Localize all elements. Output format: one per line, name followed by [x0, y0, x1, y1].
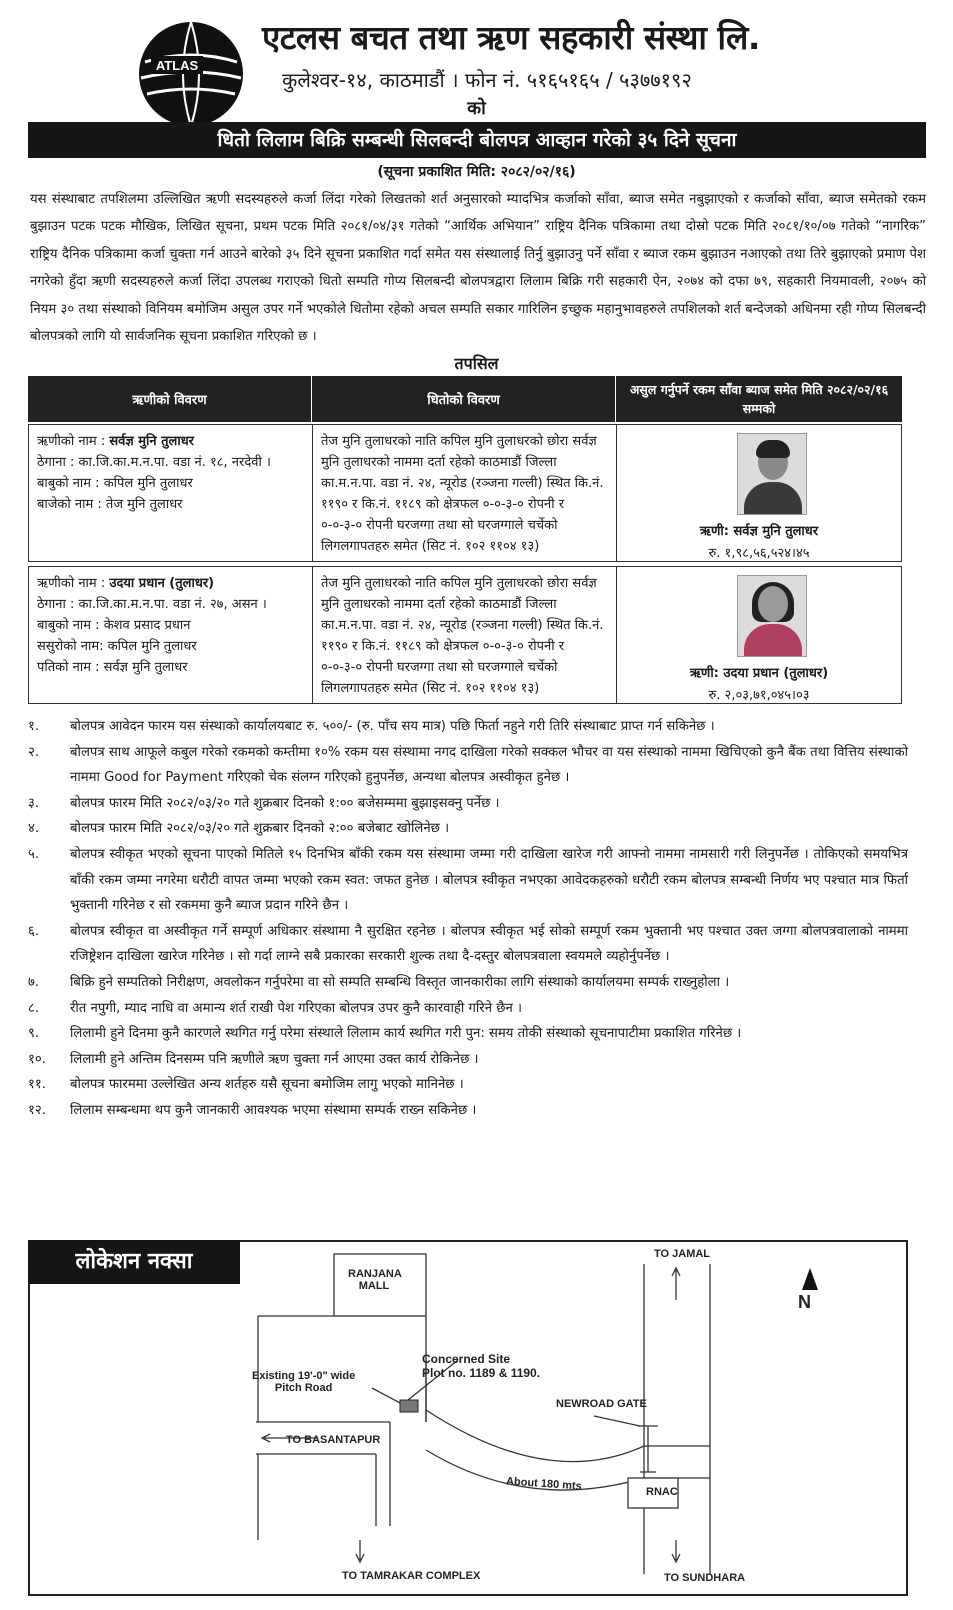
table-row [28, 424, 902, 562]
borrower-photo [737, 575, 807, 657]
borrower-details [29, 425, 313, 561]
borrower-details [29, 567, 313, 703]
published-date: (सूचना प्रकाशित मिति: २०८२/०२/१६) [377, 164, 576, 180]
to-basantapur-label: TO BASANTAPUR [286, 1434, 381, 1446]
condition-item: २. बोलपत्र साथ आफूले कबुल गरेको रकमको कम्तीमा १०% रकम यस संस्थामा नगद दाखिला गरेको सक्कल भौचर वा यस संस्थाको नाममा खिचिएको कुनै बैंक तथा वित्तिय संस्थाको नाममा Good for Payment गरिएको चेक संलग्न गरिएको हुनुपर्नेछ, अन्यथा बोलपत्र अस्वीकृत हुनेछ । [28, 744, 908, 786]
newroad-gate-label: NEWROAD GATE [556, 1398, 647, 1410]
newroad-gate-marker [638, 1426, 658, 1472]
map-title: लोकेशन नक्सा [28, 1240, 240, 1284]
borrower-address-line: ठेगाना : का.जि.का.म.न.पा. वडा नं. १८, नरदेवी । [37, 455, 271, 470]
table-header [28, 376, 902, 422]
borrower-father-line: बाबुको नाम : केशव प्रसाद प्रधान [37, 618, 191, 633]
recipient-marker: को [467, 98, 486, 119]
condition-item: १०. लिलामी हुने अन्तिम दिनसम्म पनि ऋणीले ऋण चुक्ता गर्न आएमा उक्त कार्य रोकिनेछ । [28, 1051, 479, 1067]
condition-item: ४. बोलपत्र फारम मिति २०८२/०३/२० गते शुक्रबार दिनको २:०० बजेबाट खोलिनेछ । [28, 821, 450, 837]
conditions-list [28, 714, 908, 1124]
arrow-sundhara [672, 1540, 680, 1562]
amount-details [617, 425, 901, 561]
borrower-father-line: बाबुको नाम : कपिल मुनि तुलाधर [37, 476, 193, 491]
to-sundhara-label: TO SUNDHARA [664, 1572, 746, 1584]
notice-title: धितो लिलाम बिक्रि सम्बन्धी सिलबन्दी बोलपत्र आव्हान गरेको ३५ दिने सूचना [28, 122, 926, 158]
borrower-photo [737, 433, 807, 515]
collateral-details: तेज मुनि तुलाधरको नाति कपिल मुनि तुलाधरको छोरा सर्वज्ञ मुनि तुलाधरको नाममा दर्ता रहेको काठमाडौं जिल्ला का.म.न.पा. वडा नं. २४, न्यूरोड (रञ्जना गल्ली) स्थित कि.नं. ११९० र कि.नं. ११८९ को क्षेत्रफल ०-०-३-० रोपनी र ०-०-३-० रोपनी घरजग्गा तथा सो घरजग्गाले चर्चेको लिगलगापतहरु समेत (सिट नं. १०२ ११०४ १३) [313, 425, 617, 561]
condition-item: १. बोलपत्र आवेदन फारम यस संस्थाको कार्यालयबाट रु. ५००/- (रु. पाँच सय मात्र) पछि फिर्ता नहुने गरी तिरि संस्थाबाट प्राप्त गर्न सकिनेछ । [28, 719, 715, 734]
condition-item: ७. बिक्रि हुने सम्पतिको निरीक्षण, अवलोकन गर्नुपरेमा वा सो सम्पति सम्बन्धि विस्तृत जानकारीका लागि संस्थाको कार्यालयमा सम्पर्क राख्नुहोला । [28, 974, 730, 990]
to-tamrakar-label: TO TAMRAKAR COMPLEX [342, 1570, 481, 1582]
condition-item: ५. बोलपत्र स्वीकृत भएको सूचना पाएको मितिले १५ दिनभित्र बाँकी रकम यस संस्थामा जम्मा गरी दाखिला खारेज गरी आफ्नो नाममा नामसारी गरी लिनुपर्नेछ । तोकिएको समयभित्र बाँकी रकम जम्मा नगरेमा धरौटी वापत जम्मा भएको रकम स्वत: जफत हुनेछ । बोलपत्र स्वीकृत नभएका आवेदकहरुको धरौटी रकम बोलपत्र सम्बन्धी निर्णय भए पश्चात मात्र फिर्ता भुक्तानी गरिनेछ र सो रकममा कुनै ब्याज प्रदान गरिने छैन । [28, 846, 908, 914]
intro-paragraph: यस संस्थाबाट तपशिलमा उल्लिखित ऋणी सदस्यहरुले कर्जा लिंदा गरेको लिखतको शर्त अनुसारको म्यादभित्र कर्जाको साँवा, ब्याज समेत नबुझाएको र कर्जाको साँवा, ब्याज समेतको रकम बुझाउन पटक पटक मौखिक, लिखित सूचना, प्रथम पटक मिति २०८१/०४/३१ गतेको “आर्थिक अभियान” राष्ट्रिय दैनिक पत्रिकामा तथा दोस्रो पटक मिति २०८१/१०/०७ गतेको “नागरिक” राष्ट्रिय दैनिक पत्रिकामा कर्जा चुक्ता गर्न आउने बारेको ३५ दिने सूचना प्रकाशित गर्दा समेत यस संस्थालाई तिर्नु बुझाउनु पर्ने साँवा र ब्याज रकम बुझाउन नआएको तथा तिरे बुझाएको प्रमाण पेश नगरेको हुँदा ऋणी सदस्यहरुले कर्जा लिंदा उपलब्ध गराएको धितो सम्पति गोप्य सिलबन्दी बोलपत्रद्वारा लिलाम बिक्रि गरी सहकारी ऐन, २०७४ को दफा ७९, सहकारी नियमावली, २०७५ को नियम ३० तथा संस्थाको विनियम बमोजिम असुल उपर गर्ने भएकोले धितोमा रहेको अचल सम्पति सकार गारिलिन इच्छुक महानुभावहरुले तपशिलको शर्त बन्देजको अधिनमा रही गोप्य सिलबन्दी बोलपत्रको लागि यो सार्वजनिक सूचना प्रकाशित गरिएको छ । [30, 192, 926, 345]
table-row [28, 566, 902, 704]
arrow-tamrakar [356, 1540, 364, 1562]
header-collateral: धितोको विवरण [312, 376, 616, 422]
organization-address: कुलेश्वर-१४, काठमाडौं । फोन नं. ५१६५१६५ / ५३७७१९२ [282, 68, 692, 92]
borrower-husband-line: पतिको नाम : सर्वज्ञ मुनि तुलाधर [37, 660, 188, 675]
road-jamal-sundhara [644, 1264, 710, 1574]
north-arrow-icon [802, 1268, 818, 1290]
to-jamal-label: TO JAMAL [654, 1248, 711, 1260]
condition-item: ८. रीत नपुगी, म्याद नाधि वा अमान्य शर्त राखी पेश गरिएका बोलपत्र उपर कुनै कारवाही गरिने छैन । [28, 1000, 522, 1016]
condition-item: ३. बोलपत्र फारम मिति २०८२/०३/२० गते शुक्रबार दिनको १:०० बजेसम्ममा बुझाइसक्नु पर्नेछ । [28, 795, 500, 811]
header-amount: असुल गर्नुपर्ने रकम साँवा ब्याज समेत मिति २०८२/०२/१६ सम्मको [629, 382, 889, 416]
details-heading: तपसिल [454, 354, 499, 373]
north-label: N [798, 1292, 811, 1312]
borrower-grandfather-line: बाजेको नाम : तेज मुनि तुलाधर [37, 497, 183, 512]
concerned-site-label: Concerned Site Plot no. 1189 & 1190. [422, 1352, 541, 1380]
rnac-label: RNAC [646, 1486, 678, 1498]
concerned-site-plot [400, 1400, 418, 1412]
arrow-jamal [672, 1268, 680, 1300]
location-map-drawing [28, 1240, 908, 1596]
borrower-father-in-law-line: ससुरोको नाम: कपिल मुनि तुलाधर [37, 639, 197, 654]
photo-caption: ऋणी: उदया प्रधान (तुलाधर) [689, 666, 829, 681]
condition-item: ११. बोलपत्र फारममा उल्लेखित अन्य शर्तहरु यसै सूचना बमोजिम लागु भएको मानिनेछ । [28, 1077, 464, 1093]
logo-text: ATLAS [155, 58, 199, 73]
condition-item: ६. बोलपत्र स्वीकृत वा अस्वीकृत गर्ने सम्पूर्ण अधिकार संस्थामा नै सुरक्षित रहनेछ । बोलपत्र स्वीकृत भई सोको सम्पूर्ण रकम भुक्तानी भए पश्चात उक्त जग्गा बोलपत्रवालाको नाममा रजिष्ट्रेशन दाखिला खारेज गरिनेछ । सो गर्दा लाग्ने सबै प्रकारका सरकारी शुल्क तथा दै-दस्तुर बोलपत्रवाला स्वयमले व्यहोर्नुपर्नेछ । [28, 923, 908, 965]
borrower-name-line: ऋणीको नाम : सर्वज्ञ मुनि तुलाधर [37, 434, 195, 449]
amount-due: रु. २,०३,७१,०४५।०३ [708, 688, 810, 703]
borrower-name-line: ऋणीको नाम : उदया प्रधान (तुलाधर) [37, 576, 215, 591]
photo-caption: ऋणी: सर्वज्ञ मुनि तुलाधर [699, 524, 819, 539]
borrower-address-line: ठेगाना : का.जि.का.म.न.पा. वडा नं. २७, असन । [37, 597, 267, 612]
collateral-details: तेज मुनि तुलाधरको नाति कपिल मुनि तुलाधरको छोरा सर्वज्ञ मुनि तुलाधरको नाममा दर्ता रहेको काठमाडौं जिल्ला का.म.न.पा. वडा नं. २४, न्यूरोड (रञ्जना गल्ली) स्थित कि.नं. ११९० र कि.नं. ११८९ को क्षेत्रफल ०-०-३-० रोपनी र ०-०-३-० रोपनी घरजग्गा तथा सो घरजग्गाले चर्चेको लिगलगापतहरु समेत (सिट नं. १०२ ११०४ १३) [313, 567, 617, 703]
distance-label: About 180 mts [505, 1475, 583, 1493]
amount-due: रु. १,९८,५६,५२४।४५ [708, 546, 810, 561]
condition-item: ९. लिलामी हुने दिनमा कुनै कारणले स्थगित गर्नु परेमा संस्थाले लिलाम कार्य स्थगित गरी पुन: समय तोकी संस्थाको सूचनापाटीमा प्रकाशित गरिनेछ । [28, 1026, 742, 1042]
pitch-road-label: Existing 19'-0" wide Pitch Road [252, 1370, 356, 1394]
condition-item: १२. लिलाम सम्बन्धमा थप कुनै जानकारी आवश्यक भएमा संस्थामा सम्पर्क राख्न सकिनेछ । [28, 1102, 477, 1118]
header-borrower: ऋणीको विवरण [28, 376, 312, 422]
amount-details [617, 567, 901, 703]
organization-name: एटलस बचत तथा ऋण सहकारी संस्था लि. [262, 18, 760, 57]
ranjana-mall-label: RANJANA MALL [348, 1268, 402, 1292]
